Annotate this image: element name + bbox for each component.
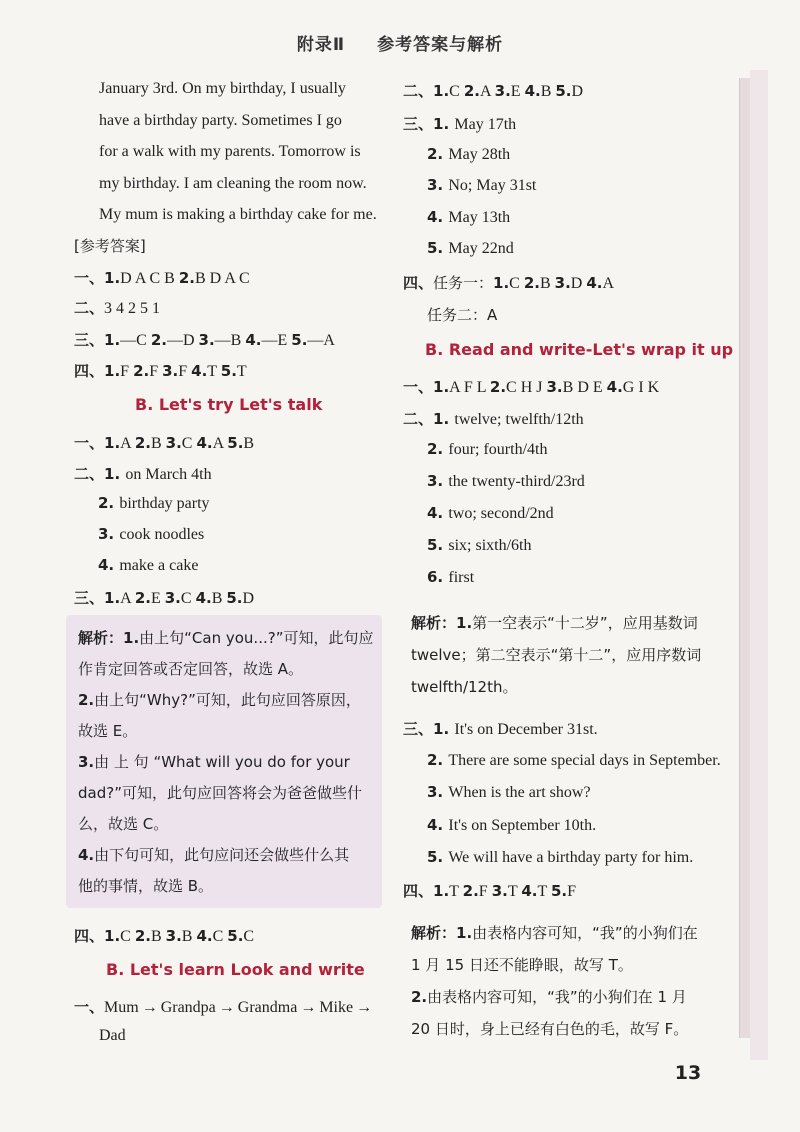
analysis-box-line [78,875,213,896]
item-number: 2. [427,144,449,163]
item-number: 3. [78,753,95,771]
try-row-2-4 [98,556,198,575]
answer-text: B [211,590,227,607]
item-number: 5. [227,927,244,945]
item-number: 3. [98,525,120,543]
item-number: 5. [555,82,572,100]
answer-text: 3 4 2 5 1 [104,300,161,317]
analysis-text: twelve；第二空表示“第十二”，应用序数词 [411,646,702,664]
passage-line [99,112,342,130]
answer-row-3 [74,329,335,350]
item-number: 1. [433,410,455,428]
question-number: 四、 [74,362,105,380]
answer-text: A [120,590,135,607]
r-row-3-4 [427,208,510,227]
section-heading-lets-learn [106,960,365,979]
chain-word: Grandma [237,999,298,1016]
item-number: 3. [164,589,181,607]
item-number: 1. [104,434,121,452]
answer-text: B [150,435,166,452]
analysis-box-line [78,751,350,772]
analysis-text: 第一空表示“十二岁”，应用基数词 [472,614,698,632]
try-row-1 [74,432,254,453]
answer-text: E [510,83,525,100]
item-number: 1. [104,927,121,945]
analysis-text: 他的事情，故选 B。 [78,877,214,895]
try-row-2-3 [98,525,204,544]
try-row-4 [74,925,254,946]
answer-text: —B [214,332,246,349]
answer-text: birthday party [119,495,210,512]
r-row-3-2 [427,145,510,164]
answer-text: T [507,883,522,900]
answer-text: T [236,363,247,380]
item-number: 3. [427,472,449,490]
answer-text: —A [307,332,335,349]
item-number: 6. [427,568,449,586]
answer-text: B D E [562,379,607,396]
answer-text: May 17th [454,116,517,133]
question-number: 一、 [74,434,105,452]
header-title: 参考答案与解析 [377,35,504,55]
item-number: 2. [462,882,479,900]
item-number: 2. [134,589,151,607]
answer-text: the twenty-third/23rd [448,473,585,490]
item-number: 1. [433,378,450,396]
answer-text: C [212,928,228,945]
answer-text: C [243,928,255,945]
answer-text: May 13th [448,208,511,226]
section-title: B. Let's try Let's talk [135,395,323,414]
analysis-text: 么，故选 C。 [78,815,169,833]
item-number: 1. [433,882,450,900]
analysis-text: 作肯定回答或否定回答，故选 A。 [78,660,304,678]
w-row-2-1 [403,408,584,429]
passage-line [99,143,361,161]
item-number: 4. [586,274,603,292]
analysis-text: 由上句“Can you...?”可知，此句应 [139,629,374,647]
w-row-3-1 [403,718,598,739]
item-number: 4. [427,207,449,226]
answer-text: A [212,435,228,452]
analysis-box-line [78,658,303,679]
answer-text: on March 4th [125,466,212,483]
answer-text: It's on September 10th. [448,816,597,834]
item-number: 2. [150,331,167,349]
item-number: 2. [133,362,150,380]
section-heading-lets-try [135,395,322,414]
answer-text: A [120,435,135,452]
analysis-label: 解析： [411,924,457,942]
analysis-right-2-line [411,1018,688,1039]
page-edge [739,78,750,1038]
analysis-box-line [78,844,349,865]
w-row-3-3 [427,783,591,802]
analysis-label: 解析： [78,629,124,647]
w-row-2-2 [427,440,547,459]
analysis-text: dad?”可知，此句应回答将会为爸爸做些什 [78,784,362,802]
item-number: 1. [456,614,473,632]
answer-text: B [150,928,166,945]
answer-text: —E [261,332,292,349]
answer-text: B [539,275,555,292]
ref-label: [参考答案] [74,237,146,255]
analysis-text: 故选 E。 [78,722,138,740]
item-number: 1. [104,465,126,483]
answer-text: G I K [622,379,660,396]
try-row-2-1 [74,463,212,484]
chain-word: Mike [319,999,354,1016]
passage-text: for a walk with my parents. Tomorrow is [99,143,361,160]
passage-text: January 3rd. On my birthday, I usually [99,80,346,97]
item-number: 4. [521,882,538,900]
item-number: 1. [456,924,473,942]
answer-text: C [181,435,197,452]
item-number: 2. [411,988,428,1006]
analysis-box-line [78,813,168,834]
passage-text: have a birthday party. Sometimes I go [99,111,342,129]
answer-text: cook noodles [119,526,205,543]
item-number: 5. [226,589,243,607]
answer-text: D [242,590,255,607]
item-number: 4. [524,82,541,100]
w-row-2-4 [427,504,554,523]
answer-text: C [509,275,524,292]
answer-text: F [178,363,192,380]
answer-text: —D [166,332,199,349]
item-number: 2. [463,82,480,100]
item-number: 4. [98,556,120,574]
item-number: 4. [196,927,213,945]
item-number: 1. [104,269,121,287]
item-number: 2. [134,434,151,452]
item-number: 5. [427,848,449,866]
section-title: B. Let's learn Look and write [106,960,365,979]
answer-text: B [243,435,255,452]
item-number: 4. [195,589,212,607]
task-text: 任务二：A [427,306,498,324]
item-number: 3. [427,176,449,194]
w-row-3-5 [427,848,693,867]
answer-text: It's on December 31st. [454,721,598,738]
item-number: 3. [162,362,179,380]
answer-text: When is the art show? [448,784,591,801]
passage-text: my birthday. I am cleaning the room now. [99,174,367,192]
answer-text: T [449,883,463,900]
passage-text: My mum is making a birthday cake for me. [99,206,377,223]
analysis-right-2-line [411,986,687,1007]
answer-text: A [602,275,615,292]
item-number: 4. [606,378,623,396]
analysis-text: twelfth/12th。 [411,678,518,696]
analysis-box-line [78,627,373,648]
item-number: 2. [78,691,95,709]
analysis-box-line [78,782,362,803]
item-number: 3. [491,882,508,900]
answer-text: There are some special days in September. [448,751,721,769]
item-number: 3. [427,783,449,801]
answer-text: two; second/2nd [448,505,554,522]
item-number: 4. [196,434,213,452]
chain-word: Grandpa [160,999,216,1016]
try-row-2-2 [98,494,210,513]
question-number: 三、 [403,115,434,133]
answer-text: E [150,590,165,607]
answer-text: six; sixth/6th [448,537,532,554]
item-number: 2. [134,927,151,945]
question-number: 一、 [74,998,105,1016]
analysis-right-1-line [411,644,701,665]
item-number: 3. [198,331,215,349]
r-row-4-task2 [427,304,497,325]
item-number: 1. [104,362,121,380]
w-row-2-3 [427,472,585,491]
question-number: 三、 [403,720,434,738]
analysis-text: 由表格内容可知，“我”的小狗们在 [472,924,698,942]
question-number: 二、 [403,82,434,100]
arrow-icon: → [300,999,317,1016]
answer-text: A F L [449,379,490,396]
analysis-text: 由下句可知，此句应问还会做些什么其 [94,846,350,864]
r-row-4 [403,272,614,293]
item-number: 2. [427,440,449,458]
question-number: 四、 [403,274,434,292]
analysis-text: 由上句“Why?”可知，此句应回答原因， [94,691,361,709]
analysis-box-line [78,720,137,741]
ref-answer-label [74,235,146,256]
answer-text: C [180,590,196,607]
answer-text: make a cake [119,557,199,574]
analysis-right-2-line [411,954,633,975]
answer-text: D [571,83,584,100]
answer-text: We will have a birthday party for him. [448,849,694,866]
chain-word: Dad [99,1027,126,1044]
answer-text: May 28th [448,145,511,163]
item-number: 2. [427,750,449,769]
answer-text: C H J [506,379,547,396]
item-number: 4. [427,504,449,522]
w-row-2-5 [427,536,531,555]
w-row-1 [403,376,659,397]
item-number: 2. [98,494,120,512]
answer-text: F [149,363,163,380]
r-row-3-1 [403,113,516,134]
item-number: 5. [427,536,449,554]
section-title: B. Read and write-Let's wrap it up [425,340,734,359]
r-row-3-3 [427,176,536,195]
item-number: 1. [433,115,455,133]
w-row-3-2 [427,751,721,770]
analysis-text: 由表格内容可知，“我”的小狗们在 1 月 [427,988,687,1006]
appendix-label: 附录Ⅱ [296,35,346,55]
item-number: 1. [104,331,121,349]
analysis-right-1-line [411,676,517,697]
r-row-2 [403,80,583,101]
item-number: 3. [554,274,571,292]
try-row-3 [74,587,254,608]
item-number: 2. [489,378,507,396]
item-number: 1. [493,274,510,292]
passage-line [99,206,377,224]
answer-text: T [537,883,551,900]
answer-text: first [448,569,475,586]
item-number: 4. [191,362,208,380]
item-number: 2. [178,269,195,287]
w-row-3-4 [427,816,596,835]
answer-row-1 [74,267,250,288]
item-number: 3. [165,927,182,945]
answer-text: F [567,883,576,900]
item-number: 1. [433,82,450,100]
item-number: 3. [165,434,182,452]
answer-text: May 22nd [448,240,514,257]
item-number: 5. [220,362,237,380]
answer-text: twelve; twelfth/12th [454,411,584,428]
analysis-text: 1 月 15 日还不能睁眼，故写 T。 [411,956,633,974]
item-number: 4. [78,846,95,864]
answer-text: F [120,363,134,380]
question-number: 一、 [74,269,105,287]
answer-text: B [181,928,197,945]
item-number: 3. [546,378,563,396]
answer-text: No; May 31st [448,177,537,194]
answer-row-4 [74,360,247,381]
answer-text: —C [120,332,151,349]
item-number: 1. [433,720,455,738]
question-number: 三、 [74,589,105,607]
w-row-4 [403,880,576,901]
family-chain-row-2 [99,1027,126,1045]
question-number: 二、 [403,410,434,428]
analysis-box-line [78,689,361,710]
answer-text: C [120,928,135,945]
answer-text: D [570,275,587,292]
item-number: 5. [291,331,308,349]
item-number: 1. [123,629,140,647]
analysis-right-2-line [411,922,698,943]
item-number: 4. [427,815,449,834]
answer-row-2 [74,297,160,318]
passage-line [99,80,346,98]
task-label: 任务一： [433,274,494,292]
analysis-text: 由 上 句 “What will you do for your [94,753,350,771]
arrow-icon: → [356,999,373,1016]
question-number: 三、 [74,331,105,349]
question-number: 一、 [403,378,434,396]
answer-text: D A C B [120,270,179,287]
item-number: 5. [227,434,244,452]
item-number: 5. [550,882,568,900]
family-chain-row [74,996,375,1017]
analysis-text: 20 日时，身上已经有白色的毛，故写 F。 [411,1020,689,1038]
answer-text: A [479,83,495,100]
analysis-right-1-line [411,612,698,633]
question-number: 四、 [403,882,434,900]
page-edge-shadow [750,70,768,1060]
passage-line [99,175,367,193]
question-number: 四、 [74,927,105,945]
answer-text: B D A C [194,270,250,287]
arrow-icon: → [141,999,158,1016]
answer-text: four; fourth/4th [448,441,548,458]
answer-text: B [540,83,556,100]
question-number: 二、 [74,465,105,483]
w-row-2-6 [427,568,474,587]
question-number: 二、 [74,299,105,317]
item-number: 1. [104,589,121,607]
item-number: 4. [245,331,262,349]
answer-text: C [449,83,464,100]
chain-word: Mum [104,999,139,1016]
item-number: 5. [427,239,449,257]
item-number: 2. [523,274,540,292]
analysis-label: 解析： [411,614,457,632]
page-header [0,30,800,55]
page-number: 13 [674,1062,702,1084]
arrow-icon: → [218,999,235,1016]
answer-text: F [478,883,492,900]
section-heading-read-write [425,340,733,359]
r-row-3-5 [427,239,514,258]
answer-text: T [207,363,221,380]
item-number: 3. [494,82,511,100]
